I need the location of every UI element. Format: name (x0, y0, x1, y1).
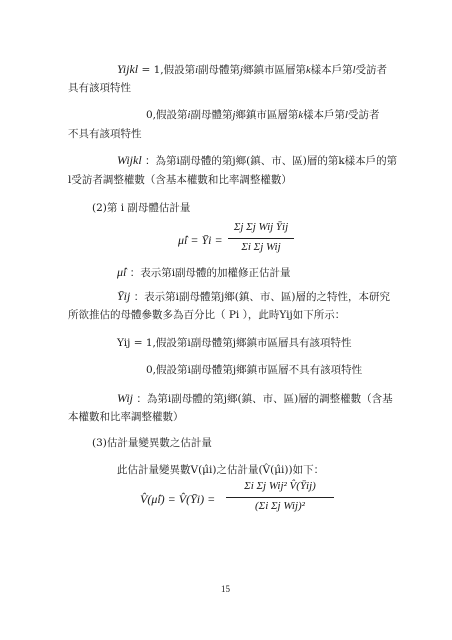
yijkl-line-4: 不具有該項特性 (68, 128, 142, 140)
wijkl-symbol: Wijkl (117, 153, 142, 167)
yij-symbol: Ȳij (117, 289, 131, 303)
page-number: 15 (221, 584, 230, 594)
formula-1-numerator: Σj Σj Wij Ȳij (233, 221, 289, 233)
wij-definition-line-2: 本權數和比率調整權數） (68, 411, 184, 423)
wijkl-line-2: l受訪者調整權數（含基本權數和比率調整權數） (68, 174, 292, 186)
yij-case-2: 0,假設第i副母體第j鄉鎮市區層不具有該項特性 (146, 364, 363, 376)
wij-symbol: Wij (117, 391, 134, 405)
section-3-heading: (3)估計量變異數之估計量 (92, 437, 212, 449)
formula-2-numerator: Σi Σj Wij² V̂(Ȳij) (244, 480, 316, 492)
section-2-heading: (2)第 i 副母體估計量 (92, 202, 191, 214)
yijkl-line-1: Yijkl = 1,假設第i副母體第j鄉鎮市區層第k樣本戶第l受訪者 (117, 62, 388, 76)
yij-case-1: Yij = 1,假設第i副母體第j鄉鎮市區層具有該項特性 (117, 337, 352, 349)
formula-2-denominator: (Σi Σj Wij)² (255, 500, 305, 512)
yij-definition-line-1: Ȳij ：表示第i副母體第j鄉(鎮、市、區)層的之特性，本研究 (117, 289, 390, 303)
wij-definition-line-1: Wij ：為第i副母體的第j鄉(鎮、市、區)層的調整權數（含基 (117, 391, 393, 405)
mu-definition: μ̂i ：表示第i副母體的加權修正估計量 (117, 265, 291, 279)
formula-1-fraction-bar (228, 238, 294, 239)
mu-symbol: μ̂i (117, 265, 127, 279)
yijkl-line-2: 具有該項特性 (68, 82, 131, 94)
yijkl-line-3: 0,假設第i副母體第j鄉鎮市區層第k樣本戶第l受訪者 (146, 109, 380, 121)
formula-1-lhs: μ̂i = Ȳi = (178, 233, 223, 247)
formula-2-fraction-bar (226, 497, 334, 498)
formula-1-denominator: Σi Σj Wij (241, 241, 281, 253)
formula-2-lhs: V̂(μ̂i) = V̂(Ȳi) = (140, 492, 216, 506)
yijkl-symbol: Yijkl (117, 62, 139, 76)
yij-definition-line-2: 所欲推估的母體參數多為百分比（ Pi ），此時Yij如下所示： (68, 309, 346, 321)
wijkl-line-1: Wijkl ：為第i副母體的第j鄉(鎮、市、區)層的第k樣本戶的第 (117, 153, 398, 167)
variance-intro: 此估計量變異數V(μ̂i)之估計量(V̂(μ̂i))如下： (117, 464, 325, 476)
